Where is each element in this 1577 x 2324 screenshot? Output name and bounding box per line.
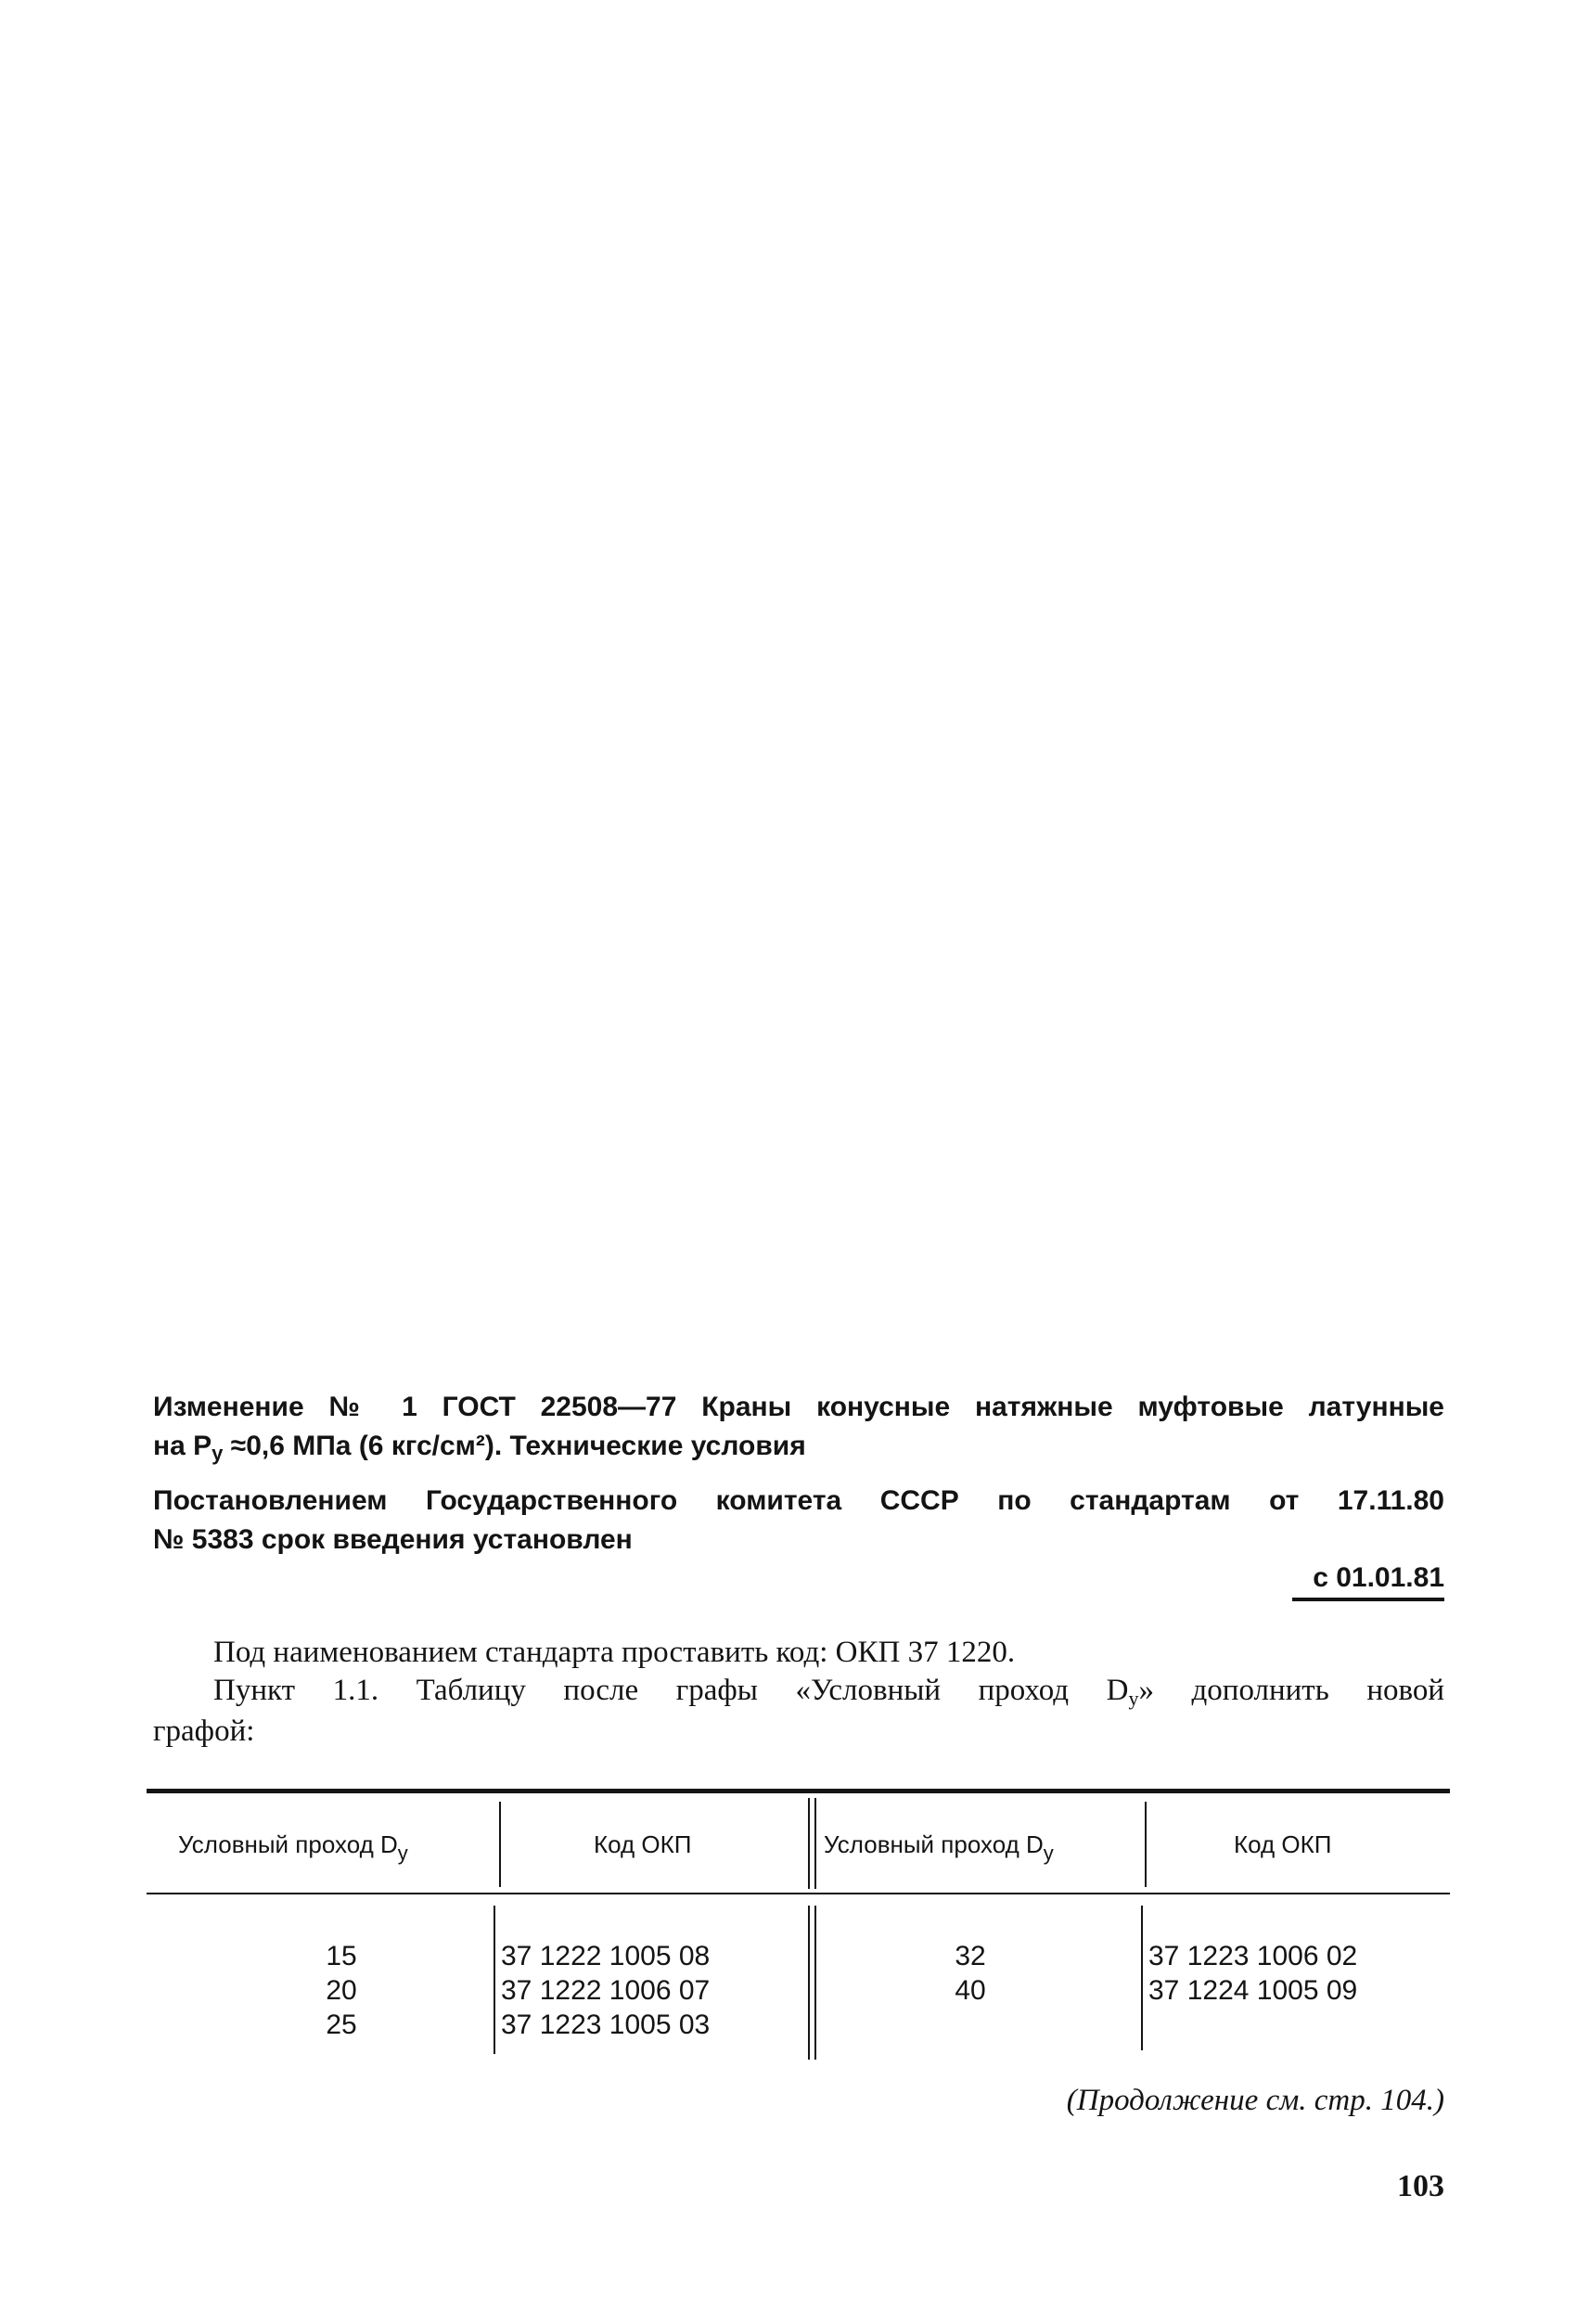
title-line-2-subscript: y — [212, 1442, 224, 1465]
body-line-2-prefix: Пункт 1.1. Таблицу после графы «Условный проход D — [213, 1674, 1129, 1707]
table-double-divider-a — [808, 1798, 810, 1889]
header-dn-right — [824, 1828, 1054, 1870]
table-divider-3 — [1145, 1802, 1147, 1887]
table-cell-dn: 15 — [326, 1941, 357, 1971]
amendment-title-line-2 — [153, 1427, 806, 1473]
header-dn-left-text: Условный проход D — [178, 1830, 398, 1858]
table-cell-dn: 32 — [955, 1941, 986, 1971]
header-dn-right-text: Условный проход D — [824, 1830, 1044, 1858]
table-cell-dn: 25 — [326, 2009, 357, 2040]
table-cell-code: 37 1223 1005 03 — [501, 2009, 711, 2040]
table-double-divider-a — [808, 1906, 810, 2060]
table-cell-code: 37 1222 1006 07 — [501, 1975, 711, 2006]
effective-date-underline — [1292, 1598, 1444, 1601]
header-dn-left-sub: у — [397, 1842, 408, 1865]
page-number: 103 — [1397, 2169, 1444, 2203]
header-code-left: Код ОКП — [594, 1830, 692, 1858]
amendment-title-line-1: Изменение № 1 ГОСТ 22508—77 Краны конусные натяжные муфтовые латунные — [153, 1392, 1444, 1422]
table-cell-dn: 40 — [955, 1975, 986, 2006]
header-code-right: Код ОКП — [1234, 1830, 1332, 1858]
table-cell-code: 37 1222 1005 08 — [501, 1941, 711, 1971]
body-paragraph-2-line-1 — [213, 1670, 1444, 1719]
table-cell-code: 37 1223 1006 02 — [1148, 1941, 1358, 1971]
body-line-2-subscript: у — [1128, 1687, 1139, 1710]
header-dn-right-sub: у — [1043, 1842, 1054, 1865]
header-dn-left — [178, 1828, 408, 1870]
table-header-rule — [147, 1893, 1450, 1894]
table-cell-code: 37 1224 1005 09 — [1148, 1975, 1358, 2006]
body-line-2-suffix: » дополнить новой — [1138, 1674, 1444, 1707]
table-divider-3 — [1141, 1906, 1143, 2050]
effective-date: с 01.01.81 — [1313, 1562, 1444, 1593]
body-paragraph-2-line-2: графой: — [153, 1714, 255, 1748]
table-divider-1 — [499, 1802, 501, 1887]
title-line-2-prefix: на P — [153, 1431, 212, 1461]
table-top-rule — [147, 1789, 1450, 1793]
title-line-2-suffix: ≈0,6 МПа (6 кгс/см²). Технические условия — [223, 1431, 806, 1461]
decree-line-2: № 5383 срок введения установлен — [153, 1524, 633, 1555]
decree-line-1: Постановлением Государственного комитета СССР по стандартам от 17.11.80 — [153, 1485, 1444, 1516]
body-paragraph-1: Под наименованием стандарта проставить код: ОКП 37 1220. — [213, 1636, 1016, 1669]
table-double-divider-b — [814, 1798, 816, 1889]
table-cell-dn: 20 — [326, 1975, 357, 2006]
table-divider-1 — [494, 1906, 495, 2054]
table-double-divider-b — [814, 1906, 816, 2060]
continuation-note: (Продолжение см. стр. 104.) — [1066, 2084, 1444, 2117]
